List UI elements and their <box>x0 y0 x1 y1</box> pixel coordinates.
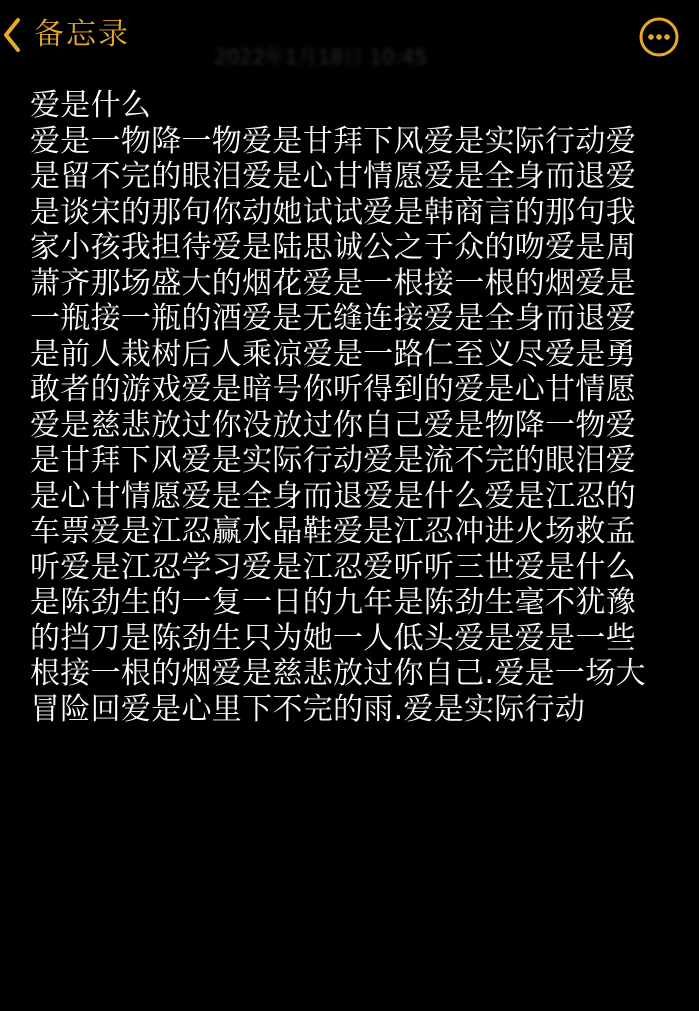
back-label: 备忘录 <box>34 17 130 52</box>
note-line: 萧齐那场盛大的烟花爱是一根接一根的烟爱是 <box>30 265 636 301</box>
note-line: 是前人栽树后人乘凉爱是一路仁至义尽爱是勇 <box>30 336 636 372</box>
chevron-left-icon <box>2 17 22 53</box>
ellipsis-circle-icon <box>638 16 680 58</box>
note-line: 车票爱是江忍赢水晶鞋爱是江忍冲进火场救孟 <box>30 514 636 549</box>
note-line: 一瓶接一瓶的酒爱是无缝连接爱是全身而退爱 <box>30 301 636 336</box>
note-date-subtitle: 2022年1月18日 10:45 <box>214 45 428 69</box>
note-line: 敢者的游戏爱是暗号你听得到的爱是心甘情愿 <box>30 372 636 407</box>
back-button[interactable] <box>2 12 130 58</box>
note-title: 爱是什么 <box>30 88 152 123</box>
more-options-button[interactable] <box>638 16 680 58</box>
note-line: 是甘拜下风爱是实际行动爱是流不完的眼泪爱 <box>30 443 636 478</box>
navigation-bar <box>0 0 699 76</box>
note-line: 的挡刀是陈劲生只为她一人低头爱是爱是一些 <box>30 620 636 656</box>
note-line: 爱是慈悲放过你没放过你自己爱是物降一物爱 <box>30 407 636 443</box>
note-line: 家小孩我担待爱是陆思诚公之于众的吻爱是周 <box>30 230 636 265</box>
note-line: 是谈宋的那句你动她试试爱是韩商言的那句我 <box>30 194 636 230</box>
note-line: 爱是一物降一物爱是甘拜下风爱是实际行动爱 <box>30 123 636 159</box>
note-line: 是留不完的眼泪爱是心甘情愿爱是全身而退爱 <box>30 159 636 194</box>
note-line: 是陈劲生的一复一日的九年是陈劲生毫不犹豫 <box>30 585 636 620</box>
note-line: 冒险回爱是心里下不完的雨.爱是实际行动 <box>30 691 586 727</box>
note-line: 听爱是江忍学习爱是江忍爱听听三世爱是什么 <box>30 549 636 585</box>
note-line: 根接一根的烟爱是慈悲放过你自己.爱是一场大 <box>30 656 646 691</box>
note-line: 是心甘情愿爱是全身而退爱是什么爱是江忍的 <box>30 478 636 514</box>
note-content[interactable] <box>30 88 670 727</box>
